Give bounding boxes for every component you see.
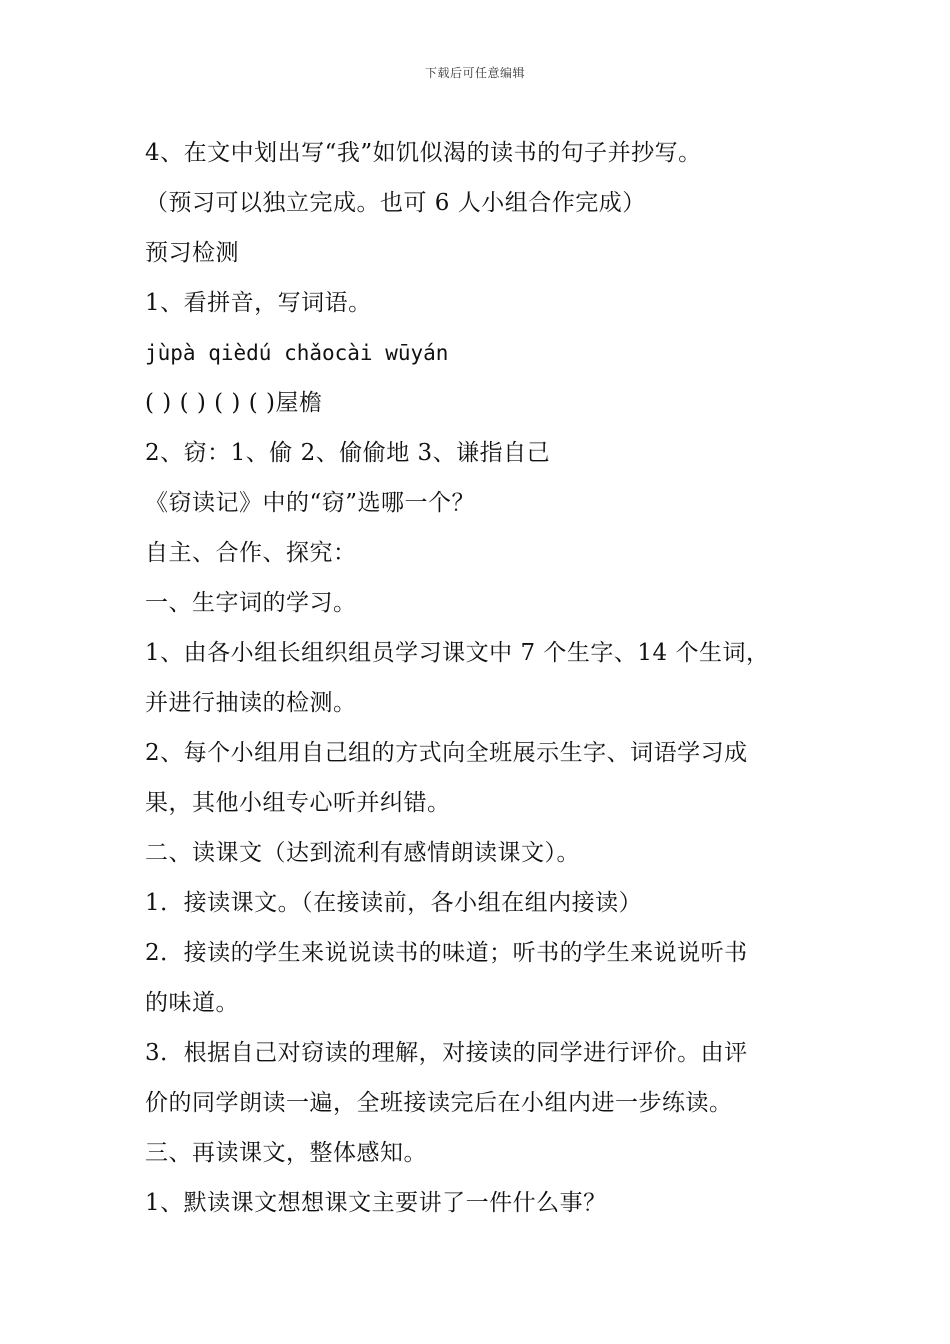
section-heading: 预习检测 xyxy=(145,240,239,266)
document-body xyxy=(145,128,815,1228)
text-line: （预习可以独立完成。也可 6 人小组合作完成） xyxy=(145,190,646,216)
text-line: 1、由各小组长组织组员学习课文中 7 个生字、14 个生词， xyxy=(145,640,770,666)
text-line: 的味道。 xyxy=(145,990,239,1016)
text-line: 《窃读记》中的“窃”选哪一个？ xyxy=(145,490,476,516)
text-line: 价的同学朗读一遍，全班接读完后在小组内进一步练读。 xyxy=(145,1090,733,1116)
section-heading: 自主、合作、探究： xyxy=(145,540,357,566)
section-heading: 二、读课文（达到流利有感情朗读课文）。 xyxy=(145,840,580,866)
section-heading: 一、生字词的学习。 xyxy=(145,590,357,616)
text-line: 2、每个小组用自己组的方式向全班展示生字、词语学习成 xyxy=(145,740,748,766)
pinyin-line: jùpà qièdú chǎocài wūyán xyxy=(145,341,449,365)
text-line: 果，其他小组专心听并纠错。 xyxy=(145,790,451,816)
text-line: 4、在文中划出写“我”如饥似渴的读书的句子并抄写。 xyxy=(145,140,702,166)
answer-blanks-line: ( ) ( ) ( ) ( )屋檐 xyxy=(145,390,323,416)
text-line: 2、窃：1、偷 2、偷偷地 3、谦指自己 xyxy=(145,440,551,466)
text-line: 2．接读的学生来说说读书的味道；听书的学生来说说听书 xyxy=(145,940,748,966)
section-heading: 三、再读课文，整体感知。 xyxy=(145,1140,427,1166)
text-line: 3．根据自己对窃读的理解，对接读的同学进行评价。由评 xyxy=(145,1040,748,1066)
text-line: 1、默读课文想想课文主要讲了一件什么事？ xyxy=(145,1190,607,1216)
text-line: 并进行抽读的检测。 xyxy=(145,690,357,716)
text-line: 1．接读课文。（在接读前，各小组在组内接读） xyxy=(145,890,643,916)
text-line: 1、看拼音，写词语。 xyxy=(145,290,372,316)
page-header: 下载后可任意编辑 xyxy=(424,66,525,80)
